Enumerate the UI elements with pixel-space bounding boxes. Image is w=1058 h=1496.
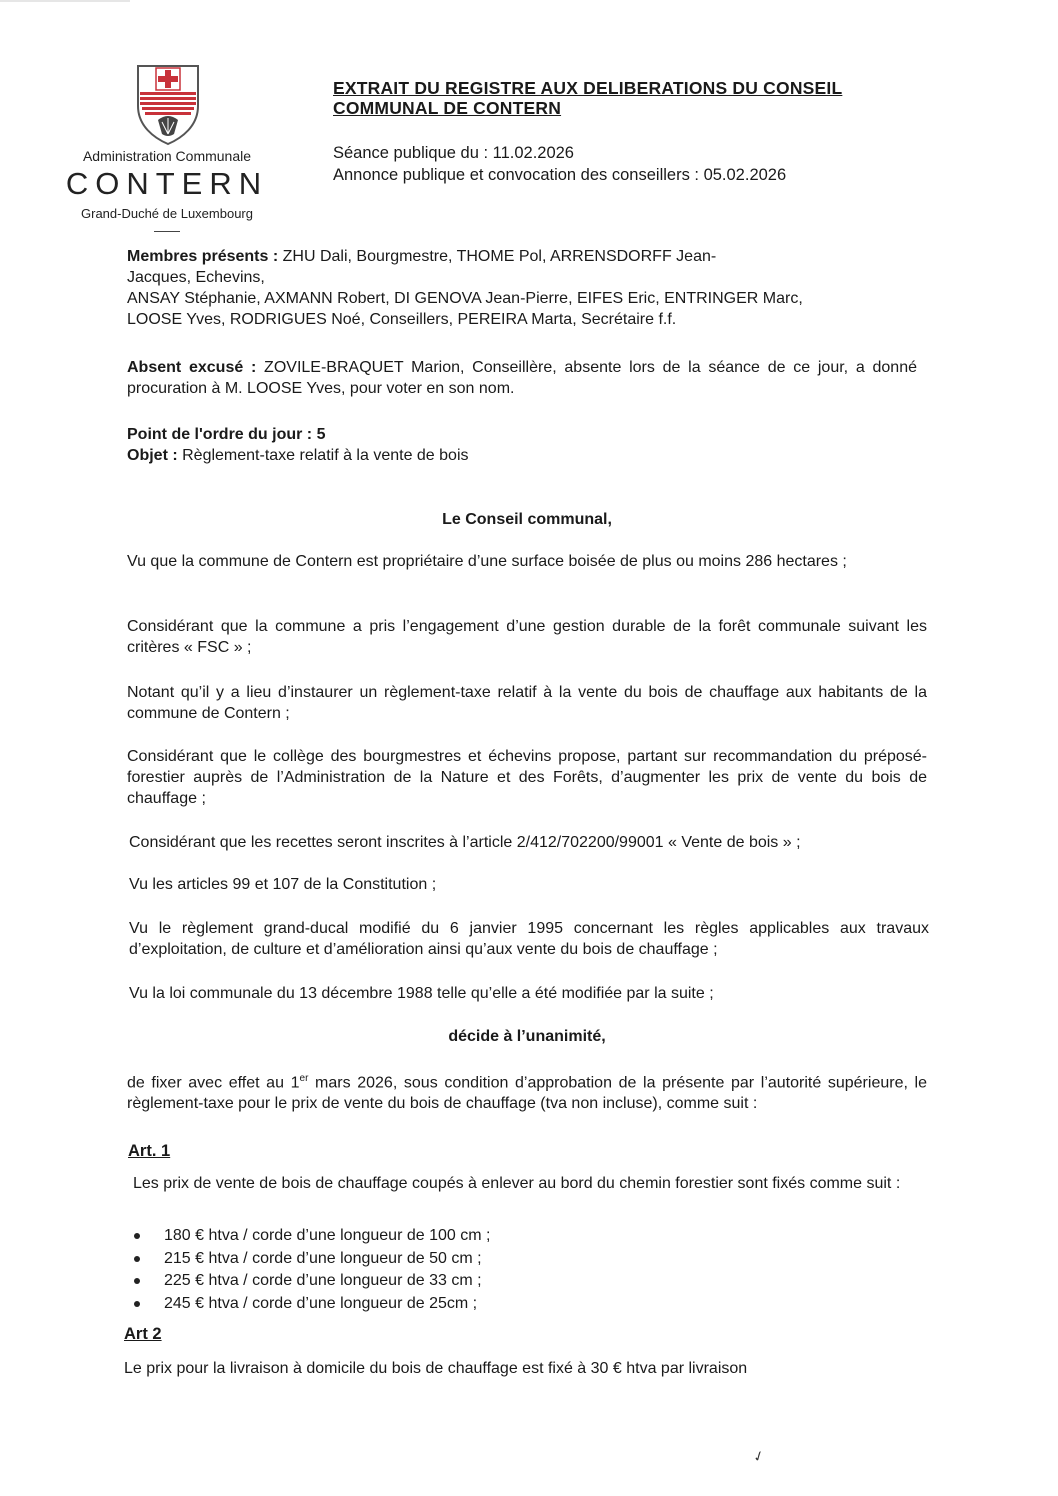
title-line-1: EXTRAIT DU REGISTRE AUX DELIBERATIONS DU CONSEIL [333, 78, 843, 98]
title-line-2: COMMUNAL DE CONTERN [333, 98, 562, 118]
document-title [333, 78, 933, 118]
scan-artifact [0, 0, 130, 2]
price-item-25cm: 245 € htva / corde d’une longueur de 25cm ; [128, 1293, 490, 1316]
members-line-2: Jacques, Echevins, [127, 269, 265, 286]
bullet-icon [134, 1233, 140, 1239]
article-2-heading: Art 2 [124, 1325, 162, 1343]
decision-text-end: mars 2026, sous condition d’approbation de la présente par l’autorité supérieure, le règlement-taxe pour le prix de vente du bois de chauffage (tva non incluse), comme suit : [127, 1074, 927, 1113]
members-label: Membres présents : [127, 248, 279, 265]
bullet-icon [134, 1301, 140, 1307]
object-label: Objet : [127, 447, 178, 464]
consideration-2: Considérant que la commune a pris l’engagement d’une gestion durable de la forêt communale suivant les critères « FSC » ; [127, 618, 927, 656]
absent-label: Absent excusé : [127, 359, 257, 376]
members-present [127, 246, 927, 330]
agenda-point [127, 424, 927, 466]
members-line-3: ANSAY Stéphanie, AXMANN Robert, DI GENOVA Jean-Pierre, EIFES Eric, ENTRINGER Marc, [127, 290, 803, 307]
consideration-5: Considérant que les recettes seront inscrites à l’article 2/412/702200/99001 « Vente de bois » ; [129, 834, 801, 851]
price-item-100cm: 180 € htva / corde d’une longueur de 100 cm ; [128, 1225, 490, 1248]
article-1-intro: Les prix de vente de bois de chauffage coupés à enlever au bord du chemin forestier sont fixés comme suit : [133, 1175, 901, 1192]
article-2-text: Le prix pour la livraison à domicile du bois de chauffage est fixé à 30 € htva par livraison [124, 1360, 748, 1377]
pen-mark-icon: ✓ [750, 1446, 767, 1466]
article-1-heading: Art. 1 [128, 1142, 171, 1160]
consideration-7: Vu le règlement grand-ducal modifié du 6 janvier 1995 concernant les règles applicables aux travaux d’exploitation, de culture et d’amélioration ainsi qu’aux vente du bois de chauffage ; [129, 920, 929, 958]
bullet-icon [134, 1256, 140, 1262]
decision-text [127, 1068, 927, 1114]
consideration-4: Considérant que le collège des bourgmestres et échevins propose, partant sur recommandation du préposé-forestier auprès de l’Administration de la Nature et des Forêts, d’augmenter les prix de vente du bois de chauffage ; [127, 748, 927, 807]
consideration-6: Vu les articles 99 et 107 de la Constitution ; [129, 876, 437, 893]
country-label: Grand-Duché de Luxembourg [81, 206, 253, 221]
council-heading: Le Conseil communal, [442, 511, 612, 528]
price-item-50cm: 215 € htva / corde d’une longueur de 50 cm ; [128, 1248, 490, 1271]
members-line-1: ZHU Dali, Bourgmestre, THOME Pol, ARRENSDORFF Jean- [278, 248, 717, 265]
bullet-icon [134, 1278, 140, 1284]
commune-crest-icon [132, 60, 204, 146]
object-text: Règlement-taxe relatif à la vente de bois [177, 447, 469, 464]
price-list [128, 1225, 490, 1315]
administration-label: Administration Communale [82, 148, 252, 164]
consideration-8: Vu la loi communale du 13 décembre 1988 telle qu’elle a été modifiée par la suite ; [129, 985, 714, 1002]
consideration-3: Notant qu’il y a lieu d’instaurer un règlement-taxe relatif à la vente du bois de chauffage aux habitants de la commune de Contern ; [127, 684, 927, 722]
session-date: Séance publique du : 11.02.2026 [333, 144, 574, 162]
session-info [333, 142, 786, 186]
decision-superscript: er [299, 1073, 309, 1084]
agenda-point-label: Point de l'ordre du jour : 5 [127, 426, 326, 443]
commune-name: CONTERN [65, 166, 269, 201]
letterhead-divider [154, 231, 180, 232]
decision-text-start: de fixer avec effet au 1 [127, 1074, 300, 1092]
absent-text: ZOVILE-BRAQUET Marion, Conseillère, absente lors de la séance de ce jour, a donné procuration à M. LOOSE Yves, pour voter en son nom. [127, 359, 917, 397]
absent-excused [127, 357, 917, 399]
decision-heading: décide à l’unanimité, [448, 1028, 606, 1045]
consideration-1: Vu que la commune de Contern est propriétaire d’une surface boisée de plus ou moins 286 hectares ; [127, 553, 847, 570]
price-item-33cm: 225 € htva / corde d’une longueur de 33 cm ; [128, 1270, 490, 1293]
announcement-date: Annonce publique et convocation des conseillers : 05.02.2026 [333, 166, 787, 184]
members-line-4: LOOSE Yves, RODRIGUES Noé, Conseillers, PEREIRA Marta, Secrétaire f.f. [127, 311, 677, 328]
